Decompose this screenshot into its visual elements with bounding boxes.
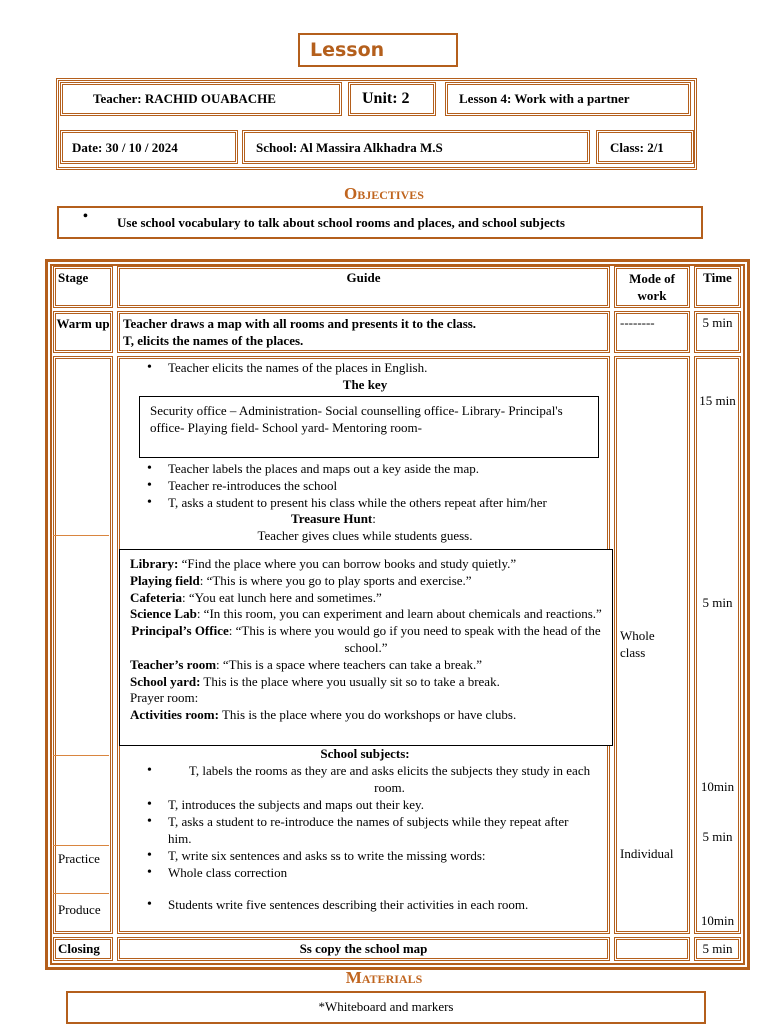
presentation-guide <box>123 359 607 393</box>
header-mode: Mode of work <box>629 271 675 303</box>
header-time: Time <box>703 270 732 285</box>
list-item: • T, asks a student to re-introduce the names of subjects while they repeat after him. <box>123 813 607 847</box>
header-stage: Stage <box>58 270 89 285</box>
list-item: • T, introduces the subjects and maps out their key. <box>123 796 607 813</box>
list-item: • T, labels the rooms as they are and asks elicits the subjects they study in each room. <box>123 762 607 796</box>
list-item: • Students write five sentences describing their activities in each room. <box>123 896 607 913</box>
produce-time: 10min <box>700 913 735 928</box>
closing-stage: Closing <box>58 941 100 956</box>
clue-principals-office: Principal’s Office: “This is where you would go if you need to speak with the head of the school.” <box>131 623 601 655</box>
warmup-guide: Teacher draws a map with all rooms and presents it to the class. T, elicits the names of the places. <box>123 316 477 348</box>
practice-mode: Individual <box>620 846 674 861</box>
objective-item: • Use school vocabulary to talk about school rooms and places, and school subjects <box>59 208 701 231</box>
subjects-title: School subjects: <box>320 746 410 761</box>
materials-heading: Materials <box>345 968 423 987</box>
presentation-time-2: 5 min <box>702 595 733 610</box>
practice-stage: Practice <box>58 851 100 866</box>
warmup-time: 5 min <box>702 315 733 330</box>
school-field: School: Al Massira Alkhadra M.S <box>242 130 590 164</box>
presentation-guide-2 <box>123 460 607 511</box>
lesson-field: Lesson 4: Work with a partner <box>445 82 691 116</box>
materials-box <box>66 991 706 1024</box>
list-item: • Teacher labels the places and maps out a key aside the map. <box>123 460 607 477</box>
practice-time: 5 min <box>702 829 733 844</box>
warmup-stage: Warm up <box>56 316 110 331</box>
closing-time: 5 min <box>702 941 733 956</box>
closing-guide: Ss copy the school map <box>299 941 428 956</box>
clue-school-yard: School yard: This is the place where you usually sit so to take a break. <box>130 673 500 689</box>
clue-cafeteria: Cafeteria: “You eat lunch here and sometimes.” <box>130 589 382 605</box>
class-field: Class: 2/1 <box>596 130 694 164</box>
list-item: • T, asks a student to present his class while the others repeat after him/her <box>123 494 607 511</box>
date-field: Date: 30 / 10 / 2024 <box>60 130 238 164</box>
objectives-heading: Objectives <box>344 184 424 203</box>
produce-stage: Produce <box>58 902 101 917</box>
subjects-guide <box>123 745 607 881</box>
presentation-time-1: 15 min <box>699 393 736 408</box>
materials-item: *Whiteboard and markers <box>318 999 454 1014</box>
list-item: • T, write six sentences and asks ss to write the missing words: <box>123 847 607 864</box>
key-title: The key <box>342 377 388 392</box>
list-item: • Teacher elicits the names of the places in English. <box>123 359 607 376</box>
unit-field: Unit: 2 <box>348 82 436 116</box>
clue-prayer-room: Prayer room: <box>130 690 199 706</box>
clues-box <box>119 549 613 746</box>
presentation-mode: Whole class <box>620 628 655 660</box>
objectives-box <box>57 206 703 239</box>
clue-teachers-room: Teacher’s room: “This is a space where teachers can take a break.” <box>130 656 483 672</box>
teacher-field: Teacher: RACHID OUABACHE <box>60 82 342 116</box>
clue-playing-field: Playing field: “This is where you go to play sports and exercise.” <box>130 572 472 588</box>
produce-guide <box>123 896 607 913</box>
key-box: Security office – Administration- Social counselling office- Library- Principal's office- Playing field- School yard- Mentoring room- <box>139 396 599 458</box>
warmup-mode: -------- <box>620 315 655 330</box>
treasure-hunt-title: Treasure Hunt: <box>291 511 376 526</box>
clue-library: Library: “Find the place where you can borrow books and study quietly.” <box>130 556 517 571</box>
header-guide: Guide <box>346 270 381 285</box>
lesson-title: Lesson <box>298 33 458 67</box>
list-item: • Teacher re-introduces the school <box>123 477 607 494</box>
clue-activities-room: Activities room: This is the place where you do workshops or have clubs. <box>130 707 517 723</box>
clue-science-lab: Science Lab: “In this room, you can experiment and learn about chemicals and reactions.” <box>130 606 602 622</box>
treasure-hunt-sub: Teacher gives clues while students guess. <box>257 528 473 543</box>
subjects-time: 10min <box>700 779 735 794</box>
list-item: • Whole class correction <box>123 864 607 881</box>
